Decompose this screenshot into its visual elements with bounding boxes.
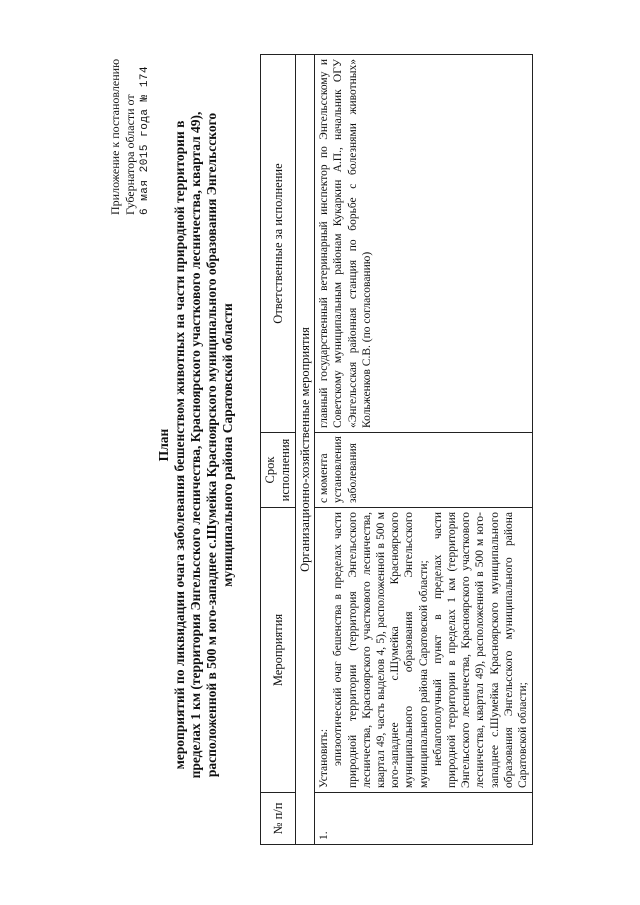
row-measures: [315, 508, 533, 793]
measures-intro: Установить:: [318, 728, 331, 788]
measures-paragraph-2: неблагополучный пункт в пределах части природной территории в пределах 1 км (территория Энгельсского лесничества, Красноярского участкового лесничества, квартал 49), расположенной в 500 м юго-западнее с.Шумейка Красноярского муниципального образования Энгельсского муниципального района Саратовской области;: [431, 512, 530, 788]
table-row: [315, 55, 533, 845]
document-heading: [156, 105, 236, 785]
appendix-line-1: Приложение к постановлению: [108, 58, 122, 215]
appendix-line-2: Губернатора области от: [123, 94, 137, 215]
header-measures: Мероприятия: [261, 508, 296, 793]
appendix-note: [108, 5, 153, 215]
section-title: Организационно-хозяйственные мероприятия: [296, 55, 315, 845]
table-header-row: [261, 55, 296, 845]
document-subtitle: мероприятий по ликвидации очага заболевания бешенством животных на части природной территории в пределах 1 км (территория Энгельсского лесничества, Красноярского участкового лесничества, квартал 49), расположенной в 500 м юго-западнее с.Шумейка Красноярского муниципального образования Энгельсского муниципального района Саратовской области: [172, 111, 235, 779]
row-term: с момента установления заболевания: [315, 433, 533, 508]
row-responsible: главный государственный ветеринарный инспектор по Энгельсскому и Советскому муниципальным районам Кукаркин А.П., начальник ОГУ «Энгельсская районная станция по борьбе с болезнями животных» Кольженков С.В. (по согласованию): [315, 55, 533, 433]
header-num: № п/п: [261, 793, 296, 845]
plan-table: [260, 54, 533, 845]
header-responsible: Ответственные за исполнение: [261, 55, 296, 433]
section-row: [296, 55, 315, 845]
document-title: План: [156, 428, 171, 462]
header-term: Срок исполнения: [261, 433, 296, 508]
measures-paragraph-1: эпизоотический очаг бешенства в пределах части природной территории (территория Энгельсского лесничества, Красноярского участкового лесничества, квартал 49, часть выделов 4, 5), расположенной в 500 м юго-западнее с.Шумейка Красноярского муниципального образования Энгельсского муниципального района Саратовской области;: [332, 512, 430, 788]
row-num: 1.: [315, 793, 533, 845]
appendix-date: 6 мая 2015 года № 174: [139, 65, 151, 215]
